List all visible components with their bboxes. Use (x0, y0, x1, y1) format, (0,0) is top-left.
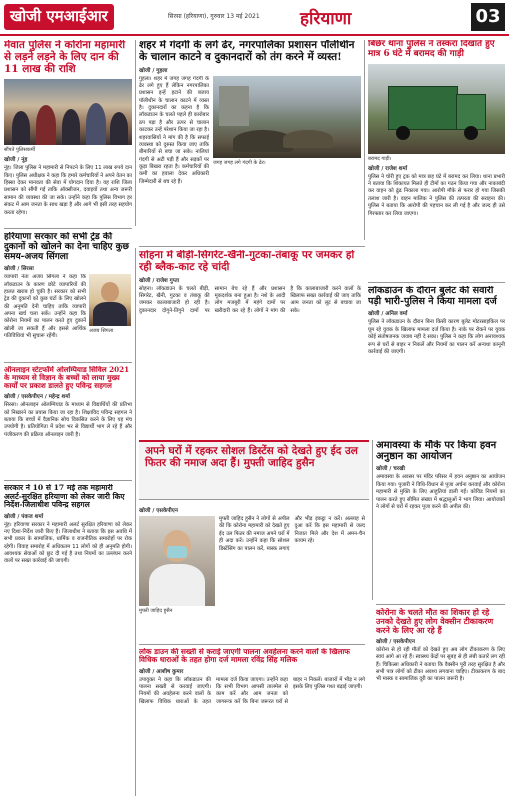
headline: कोरोना के चलते मौत का शिकार हो रहे उनको देखते हुए लोग वेक्सीन टीकाकरण करने के लिए आ रहे हैं (376, 608, 494, 635)
photo-caption: जगह जगह लगे गंदगी के ढेर। (213, 159, 266, 166)
headline: लोक डाउन की सख्ती से कराई जाएगी पालना अवहेलना करने वालों के खिलाफ विधिक धाराओं के तहत होगा दर्ज मामला रविंद्र सिंह मलिक (139, 648, 350, 665)
article-bullet-ride (368, 286, 505, 436)
dateline: सिरसा (हरियाणा), गुरुवार 13 मई 2021 (168, 13, 260, 20)
article-garbage (139, 40, 361, 244)
article-body: गुहला। शहर में जगह जगह गंदगी के ढेर लगे हुए हैं लेकिन नगरपालिका प्रशासन इन्हें हटाने की बजाय पॉलीथीन के चालान काटने में व्यस्त है। दुकानदारों का कहना है कि लॉकडाउन के चलते पहले ही कारोबार ठप पड़ा है और ऊपर से चालान काटकर उन्हें परेशान किया जा रहा है। शहरवासियों ने मांग की है कि सफाई व्यवस्था को दुरुस्त किया जाए ताकि बीमारियों से बचा जा सके। नालियां गंदगी से अटी पड़ी हैं और सड़कों पर कूड़ा बिखरा रहता है। कर्मचारियों की कमी का हवाला देकर अधिकारी जिम्मेदारी से बच रहे हैं। (139, 75, 209, 185)
article-body: सोहना। लॉकडाउन के चलते बीड़ी, सिगरेट, खैनी, गुटका व तंबाकू की जमकर कालाबाजारी हो रही है। दुकानदार दोगुने-तिगुने दामों पर सामान बेच रहे हैं और प्रशासन मूकदर्शक बना हुआ है। नशे के आदी लोग मजबूरी में महंगे दामों पर खरीदारी कर रहे हैं। लोगों ने मांग की है कि कालाबाजारी करने वालों के खिलाफ सख्त कार्रवाई की जाए ताकि आम जनता को लूट से बचाया जा सके। (139, 285, 361, 314)
article-vaccination (376, 608, 505, 796)
article-tobacco (139, 250, 361, 436)
headline: लॉकडाउन के दौरान बुलेट की सवारी पड़ी भारी-पुलिस ने किया मामला दर्ज (368, 286, 497, 307)
headline: ऑनलाइन स्टेटफॉर्म ओलम्पियाड सिविल 2021 के माध्यम से विज्ञान के बच्चों को लाया मुख्य कार्यों पर प्रकाश डालते हुए पविन्द्र सहगल (4, 366, 130, 391)
byline: खोजी / गुहला (139, 67, 168, 74)
article-govt-help (4, 232, 132, 358)
portrait-photo (89, 274, 131, 326)
byline: खोजी / एसकेपीएन (376, 638, 415, 645)
article-body: उपायुक्त ने कहा कि लॉकडाउन की पालना सख्ती से करवाई जाएगी। नियमों की अवहेलना करने वालों के खिलाफ विधिक धाराओं के तहत मामला दर्ज किया जाएगा। उन्होंने कहा कि सभी विभाग आपसी तालमेल से काम करें और आम जनता को जागरूक करें कि बिना जरूरत घरों से बाहर न निकलें। बाजारों में भीड़ न लगे इसके लिए पुलिस गश्त बढ़ाई जाएगी। (139, 676, 365, 705)
headline: अपने घरों में रहकर सोशल डिस्टेंस को देखते हुए ईद उल फितर की नमाज अदा हैं। मुफ्ती जाहिद हुसैन (145, 445, 358, 469)
byline: खोजी / राजेश शर्मा (368, 165, 408, 172)
article-body: कोरोना से हो रही मौतों को देखते हुए अब लोग टीकाकरण के लिए स्वयं आगे आ रहे हैं। स्वास्थ्य केंद्रों पर सुबह से ही लंबी कतारें लग रही हैं। चिकित्सा अधिकारी ने बताया कि वैक्सीन पूरी तरह सुरक्षित है और सभी पात्र लोगों को टीका अवश्य लगवाना चाहिए। टीकाकरण के बाद भी मास्क व सामाजिक दूरी का पालन जरूरी है। (376, 646, 505, 683)
byline: खोजी / चरखी (376, 466, 405, 473)
article-truck (368, 40, 505, 280)
article-body: व्यापारी नेता अजय सिंगला ने कहा कि लॉकडाउन के कारण छोटे व्यापारियों की हालत खराब हो चुकी है। सरकार को सभी ट्रेड की दुकानों को कुछ घंटों के लिए खोलने की अनुमति देनी चाहिए ताकि व्यापारी अपना खर्च चला सकें। उन्होंने कहा कि कोरोना नियमों का पालन करते हुए दुकानें खोली जा सकती हैं और इससे आर्थिक गतिविधियां भी सुचारू रहेंगी। (4, 274, 86, 340)
masthead (0, 0, 509, 36)
article-amavasya (376, 440, 505, 600)
photo-caption: मुफ्ती जाहिद हुसैन (139, 608, 173, 614)
byline: खोजी / एसकेपीएन / महेन्द्र शर्मा (4, 394, 70, 401)
byline: खोजी / एसकेपीएन (139, 508, 178, 514)
photo-caption: अजय सिंगला (89, 328, 114, 335)
newspaper-logo: खोजी एमआईआर (4, 4, 114, 30)
eid-banner (139, 440, 369, 500)
article-olympiad (4, 366, 132, 476)
article-body: मुफ्ती जाहिद हुसैन ने लोगों से अपील की कि कोरोना महामारी को देखते हुए ईद उल फितर की नमाज अपने घरों में ही अदा करें। उन्होंने कहा कि सोशल डिस्टेंसिंग का पालन करें, मास्क लगाएं और भीड़ इकट्ठा न करें। अल्लाह से दुआ करें कि इस महामारी से जल्द निजात मिले और देश में अमन-चैन कायम रहे। (219, 516, 365, 552)
article-lockdown-compliance (139, 648, 365, 796)
byline: खोजी / सिरसा (4, 266, 34, 273)
article-alert (4, 484, 132, 796)
headline: शहर में गंदगी के लगे ढेर, नगरपालिका प्रशासन पॉलीथीन के चालान काटने व दुकानदारों को तंग करने में व्यस्त! (139, 40, 355, 63)
page-number: 03 (471, 3, 505, 31)
article-body: पुलिस ने लॉकडाउन के दौरान बिना किसी कारण बुलेट मोटरसाइकिल पर घूम रहे युवक के खिलाफ मामला दर्ज किया है। नाके पर रोकने पर युवक कोई संतोषजनक जवाब नहीं दे सका। पुलिस ने कहा कि लोग अनावश्यक रूप से घरों से बाहर न निकलें और नियमों का पालन करें अन्यथा कानूनी कार्रवाई की जाएगी। (368, 319, 505, 355)
article-body: पुलिस ने चोरी हुए ट्रक को मात्र छह घंटे में बरामद कर लिया। थाना प्रभारी ने बताया कि शिकायत मिलते ही टीमों का गठन किया गया और नाकाबंदी कर वाहन को ढूंढ निकाला गया। आरोपी मौके से फरार हो गया जिसकी तलाश जारी है। वाहन मालिक ने पुलिस की तत्परता की सराहना की। पुलिस ने बताया कि आरोपी की पहचान कर ली गई है और जल्द ही उसे गिरफ्तार कर लिया जाएगा। (368, 173, 505, 217)
mufti-photo (139, 516, 215, 606)
headline: सोहना में बीड़ी-सिगरेट-खैनी-गुटका-तंबाकू पर जमकर हो रही ब्लैक-काट रहे चांदी (139, 250, 355, 273)
photo-caption: सौंपते पुलिसकर्मी (4, 147, 35, 154)
article-body: नूंह। जिला पुलिस ने महामारी से निपटने के लिए 11 लाख रुपये दान किए। पुलिस अधीक्षक ने कहा कि हमारे कर्मचारियों ने अपने वेतन का हिस्सा देकर मानवता की सेवा में योगदान दिया है। यह राशि जिला प्रशासन को सौंपी गई ताकि ऑक्सीजन, दवाइयों तथा अन्य जरूरी सामान की व्यवस्था की जा सके। उन्होंने कहा कि पुलिस विभाग हर संकट में आम जनता के साथ खड़ा है और आगे भी इसी तरह सहयोग करता रहेगा। (4, 165, 132, 216)
article-body: अमावस्या के अवसर पर मंदिर परिसर में हवन अनुष्ठान का आयोजन किया गया। पुजारी ने विधि-विधान से पूजा अर्चना करवाई और कोरोना महामारी से मुक्ति के लिए आहुतियां डाली गईं। कोविड नियमों का पालन करते हुए सीमित संख्या में श्रद्धालुओं ने भाग लिया। आयोजकों ने लोगों से घरों में रहकर पूजा करने की अपील की। (376, 474, 505, 510)
byline: खोजी / पंकज शर्मा (4, 513, 44, 520)
article-eid (139, 504, 365, 640)
headline: सरकार ने 10 से 17 मई तक महामारी अलर्ट-सुरक्षित हरियाणा को लेकर जारी किए निर्देश-जिलाधीश पविन्द्र सहगल (4, 484, 125, 509)
garbage-photo (213, 76, 361, 158)
byline: खोजी / नूंह (4, 157, 28, 164)
article-body: सिरसा। ऑनलाइन ओलम्पियाड के माध्यम से विद्यार्थियों की प्रतिभा को निखारने का प्रयास किया जा रहा है। शिक्षाविद पविन्द्र सहगल ने बताया कि बच्चों में वैज्ञानिक सोच विकसित करने के लिए यह मंच उपयोगी है। प्रतियोगिता में प्रदेश भर से विद्यार्थी भाग ले रहे हैं और पंजीकरण की प्रक्रिया ऑनलाइन जारी है। (4, 402, 132, 438)
headline: हरियाणा सरकार को सभी ट्रेड की दुकानों को खोलने का देना चाहिए कुछ समय-अजय सिंगला (4, 232, 129, 263)
headline: मेवात पुलिस ने कोरोना महामारी से लड़ने लड़ने के लिए दान की 11 लाख की राशि (4, 40, 126, 75)
headline: बिछेर थाना पुलिस ने तस्करा दिखाते हुए मात्र 6 घंटे में बरामद की गाड़ी (368, 40, 495, 59)
byline: खोजी / आशीष कुमार (139, 668, 184, 675)
article-body: नूंह। हरियाणा सरकार ने महामारी अलर्ट सुरक्षित हरियाणा को लेकर नए दिशा-निर्देश जारी किए हैं। जिलाधीश ने बताया कि इस अवधि में सभी प्रकार के सामाजिक, धार्मिक व राजनीतिक समारोहों पर रोक रहेगी। विवाह समारोह में अधिकतम 11 लोगों को ही अनुमति होगी। आवश्यक सेवाओं को छूट दी गई है तथा नियमों का उल्लंघन करने वालों पर सख्त कार्रवाई की जाएगी। (4, 521, 132, 565)
photo-caption: बरामद गाड़ी। (368, 155, 392, 162)
meeting-photo (4, 79, 132, 145)
truck-photo (368, 64, 505, 154)
section-title: हरियाणा (300, 9, 352, 29)
byline: खोजी / अनिल वर्मा (368, 311, 408, 318)
headline: अमावस्या के मौके पर किया हवन अनुष्ठान का आयोजन (376, 440, 497, 463)
article-mewat (4, 40, 132, 250)
byline: खोजी / राजेश गुप्ता (139, 277, 180, 284)
